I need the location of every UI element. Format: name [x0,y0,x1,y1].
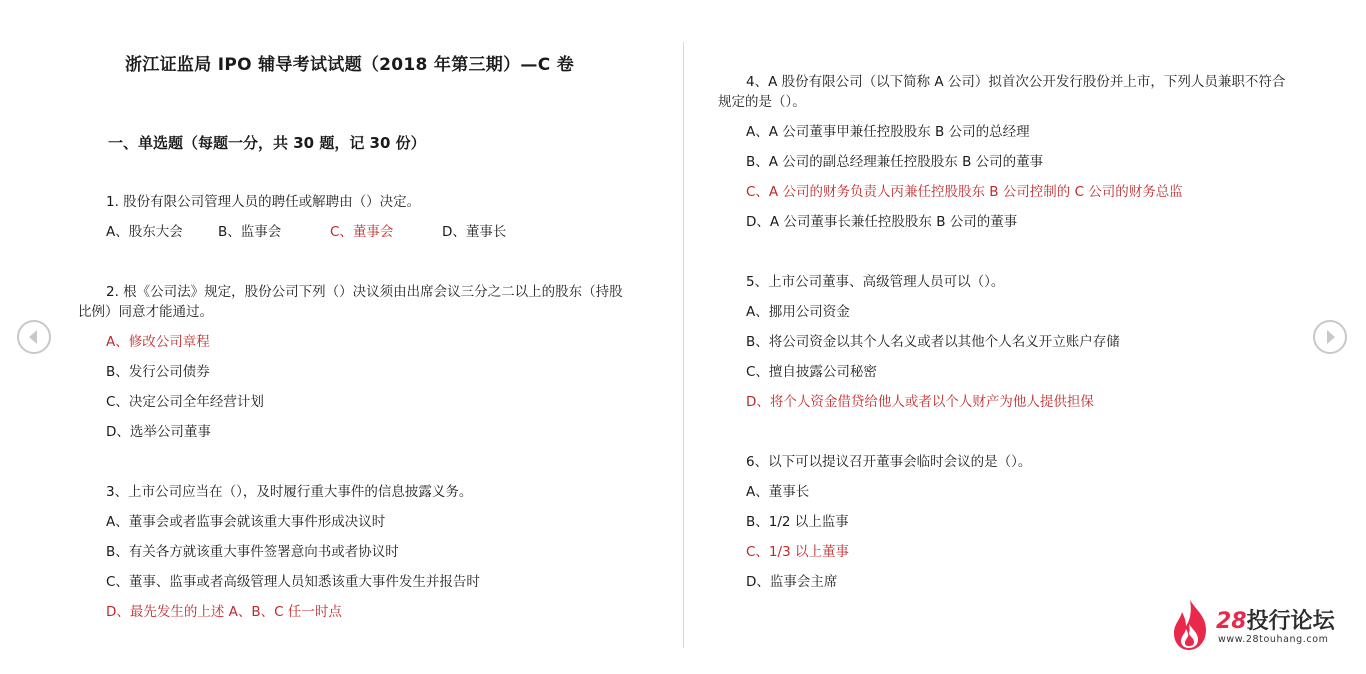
chevron-left-icon [19,322,49,352]
question-6-option-b: B、1/2 以上监事 [746,514,849,530]
question-4-option-c-answer: C、A 公司的财务负责人丙兼任控股股东 B 公司控制的 C 公司的财务总监 [746,184,1183,200]
question-1-stem: 1. 股份有限公司管理人员的聘任或解聘由（）决定。 [106,194,421,210]
question-4-option-b: B、A 公司的副总经理兼任控股股东 B 公司的董事 [746,154,1044,170]
page-title: 浙江证监局 IPO 辅导考试试题（2018 年第三期）—C 卷 [125,55,574,75]
chevron-right-icon [1315,322,1345,352]
question-6-stem: 6、以下可以提议召开董事会临时会议的是（）。 [746,454,1032,470]
question-1-option-c-answer: C、董事会 [330,224,394,240]
question-2-option-a-answer: A、修改公司章程 [106,334,210,350]
question-5-option-c: C、擅自披露公司秘密 [746,364,877,380]
question-5-stem: 5、上市公司董事、高级管理人员可以（）。 [746,274,1005,290]
flame-icon [1170,598,1210,652]
question-5-option-d-answer: D、将个人资金借贷给他人或者以个人财产为他人提供担保 [746,394,1094,410]
question-6-option-c-answer: C、1/3 以上董事 [746,544,849,560]
question-2-option-d: D、选举公司董事 [106,424,211,440]
logo-url: www.28touhang.com [1218,634,1329,645]
question-1-option-d: D、董事长 [442,224,507,240]
question-1-option-a: A、股东大会 [106,224,183,240]
question-2-option-b: B、发行公司债券 [106,364,210,380]
prev-page-button[interactable] [17,320,51,354]
question-3-option-a: A、董事会或者监事会就该重大事件形成决议时 [106,514,386,530]
section-heading: 一、单选题（每题一分，共 30 题，记 30 份） [108,134,426,152]
question-6-option-a: A、董事长 [746,484,810,500]
logo-text: 投行论坛 [1246,609,1335,634]
question-3-stem: 3、上市公司应当在（），及时履行重大事件的信息披露义务。 [106,484,473,500]
site-logo[interactable] [1168,598,1348,654]
next-page-button[interactable] [1313,320,1347,354]
question-4-stem-line-1: 4、A 股份有限公司（以下简称 A 公司）拟首次公开发行股份并上市，下列人员兼职不符合 [746,74,1286,90]
question-3-option-b: B、有关各方就该重大事件签署意向书或者协议时 [106,544,399,560]
question-5-option-b: B、将公司资金以其个人名义或者以其他个人名义开立账户存储 [746,334,1120,350]
logo-name [1216,604,1335,635]
question-2-stem-line-1: 2. 根《公司法》规定，股份公司下列（）决议须由出席会议三分之二以上的股东（持股 [106,284,623,300]
question-4-stem-line-2: 规定的是（）。 [718,94,806,110]
question-3-option-c: C、董事、监事或者高级管理人员知悉该重大事件发生并报告时 [106,574,480,590]
page-divider [683,42,684,648]
question-6-option-d: D、监事会主席 [746,574,838,590]
question-2-option-c: C、决定公司全年经营计划 [106,394,264,410]
question-3-option-d-answer: D、最先发生的上述 A、B、C 任一时点 [106,604,342,620]
question-4-option-d: D、A 公司董事长兼任控股股东 B 公司的董事 [746,214,1018,230]
question-5-option-a: A、挪用公司资金 [746,304,850,320]
question-2-stem-line-2: 比例）同意才能通过。 [78,304,213,320]
question-1-option-b: B、监事会 [218,224,282,240]
question-4-option-a: A、A 公司董事甲兼任控股股东 B 公司的总经理 [746,124,1030,140]
logo-number: 28 [1216,609,1247,634]
